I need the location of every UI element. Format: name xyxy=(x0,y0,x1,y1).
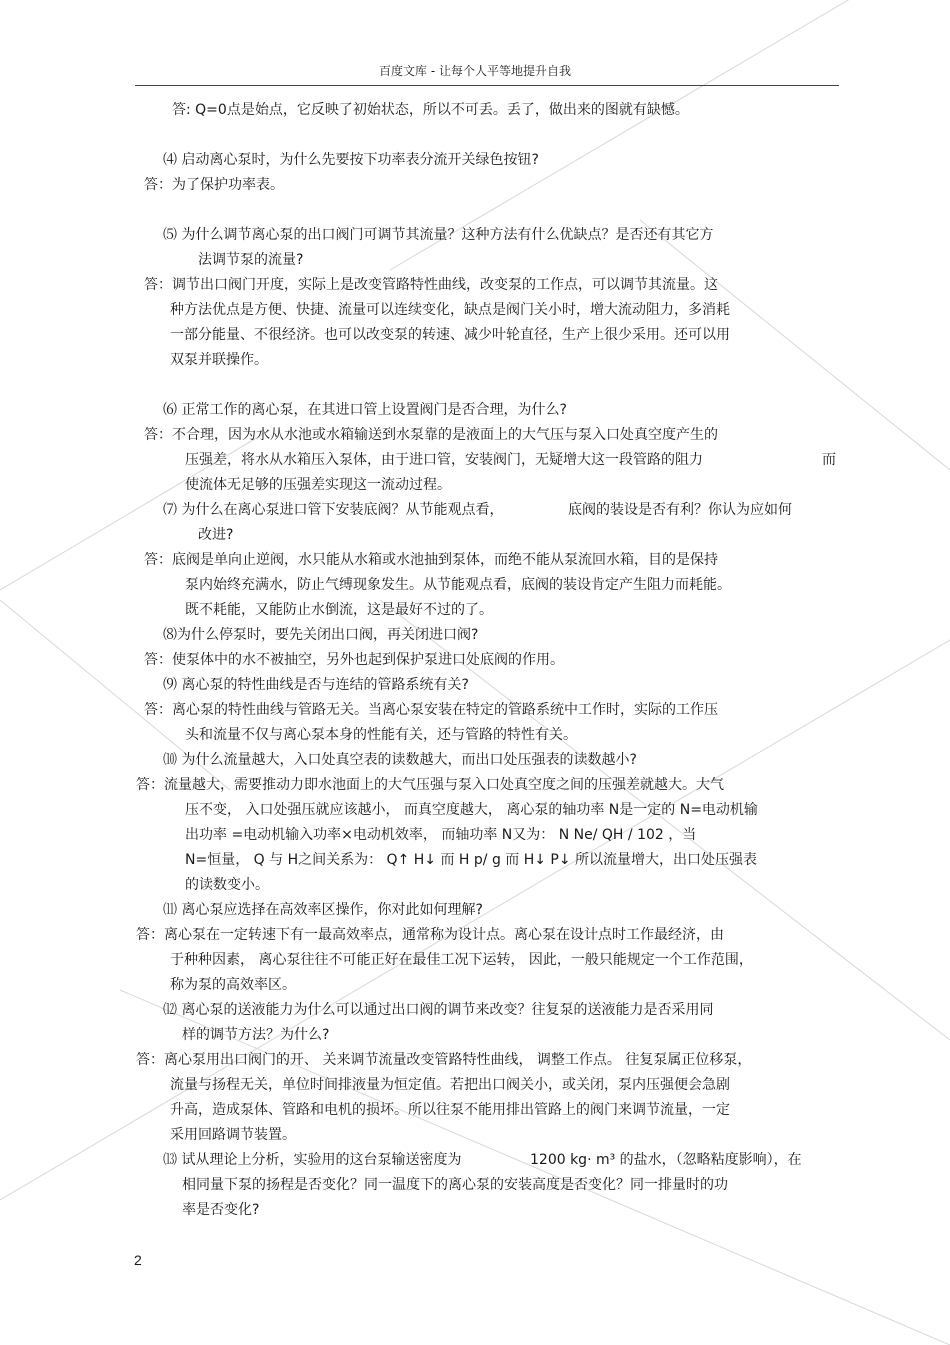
text-line: 答: Q=0点是始点，它反映了初始状态，所以不可丢。丢了，做出来的图就有缺憾。 xyxy=(172,102,689,118)
text-line: 法调节泵的流量? xyxy=(198,252,304,268)
text-line: 压强差，将水从水箱压入泵体，由于进口管，安装阀门，无疑增大这一段管路的阻力 xyxy=(185,452,703,468)
text-line: 种方法优点是方便、快捷、流量可以连续变化，缺点是阀门关小时，增大流动阻力，多消耗 xyxy=(170,302,730,318)
page-number: 2 xyxy=(134,1252,142,1268)
text-line: 答：底阀是单向止逆阀，水只能从水箱或水池抽到泵体，而绝不能从泵流回水箱，目的是保持 xyxy=(144,552,718,568)
text-line: 头和流量不仅与离心泵本身的性能有关，还与管路的特性有关。 xyxy=(185,727,577,743)
text-line: ⑽ 为什么流量越大，入口处真空表的读数越大，而出口处压强表的读数越小? xyxy=(163,752,637,768)
text-line: 相同量下泵的扬程是否变化？同一温度下的离心泵的安装高度是否变化？同一排量时的功 xyxy=(182,1177,728,1193)
text-line: ⑾ 离心泵应选择在高效率区操作，你对此如何理解? xyxy=(163,902,483,918)
text-line: 泵内始终充满水，防止气缚现象发生。从节能观点看，底阀的装设肯定产生阻力而耗能。 xyxy=(185,577,731,593)
text-line: 答：使泵体中的水不被抽空，另外也起到保护泵进口处底阀的作用。 xyxy=(144,652,564,668)
text-line: N=恒量， Q 与 H之间关系为： Q↑ H↓ 而 H p/ g 而 H↓ P↓ 所以流量增大，出口处压强表 xyxy=(185,852,758,868)
text-line: 出功率 =电动机输入功率×电动机效率， 而轴功率 N又为： N Ne/ QH / 102 ，当 xyxy=(185,827,697,843)
text-line: 答：不合理，因为水从水池或水箱输送到水泵靠的是液面上的大气压与泵入口处真空度产生的 xyxy=(144,427,718,443)
text-line: 1200 kg· m³ 的盐水，（忽略粘度影响），在 xyxy=(530,1152,802,1168)
text-line: 答：为了保护功率表。 xyxy=(144,177,284,193)
text-line: 答：离心泵在一定转速下有一最高效率点，通常称为设计点。离心泵在设计点时工作最经济，由 xyxy=(136,927,724,943)
text-line: 压不变， 入口处强压就应该越小， 而真空度越大， 离心泵的轴功率 N是一定的 N=电动机输 xyxy=(185,802,758,818)
text-line: 采用回路调节装置。 xyxy=(170,1127,296,1143)
text-line: 答：流量越大，需要推动力即水池面上的大气压强与泵入口处真空度之间的压强差就越大。大气 xyxy=(136,777,724,793)
text-line: 既不耗能，又能防止水倒流，这是最好不过的了。 xyxy=(185,602,493,618)
text-line: 答：离心泵的特性曲线与管路无关。当离心泵安装在特定的管路系统中工作时，实际的工作压 xyxy=(144,702,718,718)
text-line: ⑼ 离心泵的特性曲线是否与连结的管路系统有关? xyxy=(163,677,469,693)
page-header: 百度文库 - 让每个人平等地提升自我 xyxy=(379,64,571,78)
text-line: 使流体无足够的压强差实现这一流动过程。 xyxy=(185,477,451,493)
text-line: ⒀ 试从理论上分析，实验用的这台泵输送密度为 xyxy=(163,1152,462,1168)
text-line: ⑸ 为什么调节离心泵的出口阀门可调节其流量？这种方法有什么优缺点？是否还有其它方 xyxy=(163,227,714,243)
text-line: ⑿ 离心泵的送液能力为什么可以通过出口阀的调节来改变？往复泵的送液能力是否采用同 xyxy=(163,1002,714,1018)
text-line: 底阀的装设是否有利？你认为应如何 xyxy=(568,502,792,518)
text-line: 改进? xyxy=(198,527,234,543)
text-line: 双泵并联操作。 xyxy=(170,352,268,368)
text-line: ⑺ 为什么在离心泵进口管下安装底阀？从节能观点看， xyxy=(163,502,504,518)
text-line: 的读数变小。 xyxy=(185,877,269,893)
text-line: 升高，造成泵体、管路和电机的损坏。所以往泵不能用排出管路上的阀门来调节流量，一定 xyxy=(170,1102,730,1118)
text-line: 称为泵的高效率区。 xyxy=(170,977,296,993)
text-line: 答：离心泵用出口阀门的开、 关来调节流量改变管路特性曲线， 调整工作点。 往复泵属正位移泵， xyxy=(136,1052,752,1068)
text-line: 答：调节出口阀门开度，实际上是改变管路特性曲线，改变泵的工作点，可以调节其流量。这 xyxy=(144,277,718,293)
text-line: ⑹ 正常工作的离心泵，在其进口管上设置阀门是否合理，为什么? xyxy=(163,402,567,418)
text-line: 样的调节方法？为什么? xyxy=(182,1027,330,1043)
text-line: ⑻为什么停泵时，要先关闭出口阀，再关闭进口阀? xyxy=(163,627,479,643)
text-line: 而 xyxy=(822,452,836,468)
text-line: ⑷ 启动离心泵时，为什么先要按下功率表分流开关绿色按钮? xyxy=(163,152,539,168)
text-line: 于种种因素， 离心泵往往不可能正好在最佳工况下运转， 因此，一般只能规定一个工作范围， xyxy=(170,952,753,968)
text-line: 流量与扬程无关，单位时间排液量为恒定值。若把出口阀关小，或关闭，泵内压强便会急剧 xyxy=(170,1077,730,1093)
text-line: 率是否变化? xyxy=(182,1202,260,1218)
text-line: 一部分能量、不很经济。也可以改变泵的转速、减少叶轮直径，生产上很少采用。还可以用 xyxy=(170,327,730,343)
